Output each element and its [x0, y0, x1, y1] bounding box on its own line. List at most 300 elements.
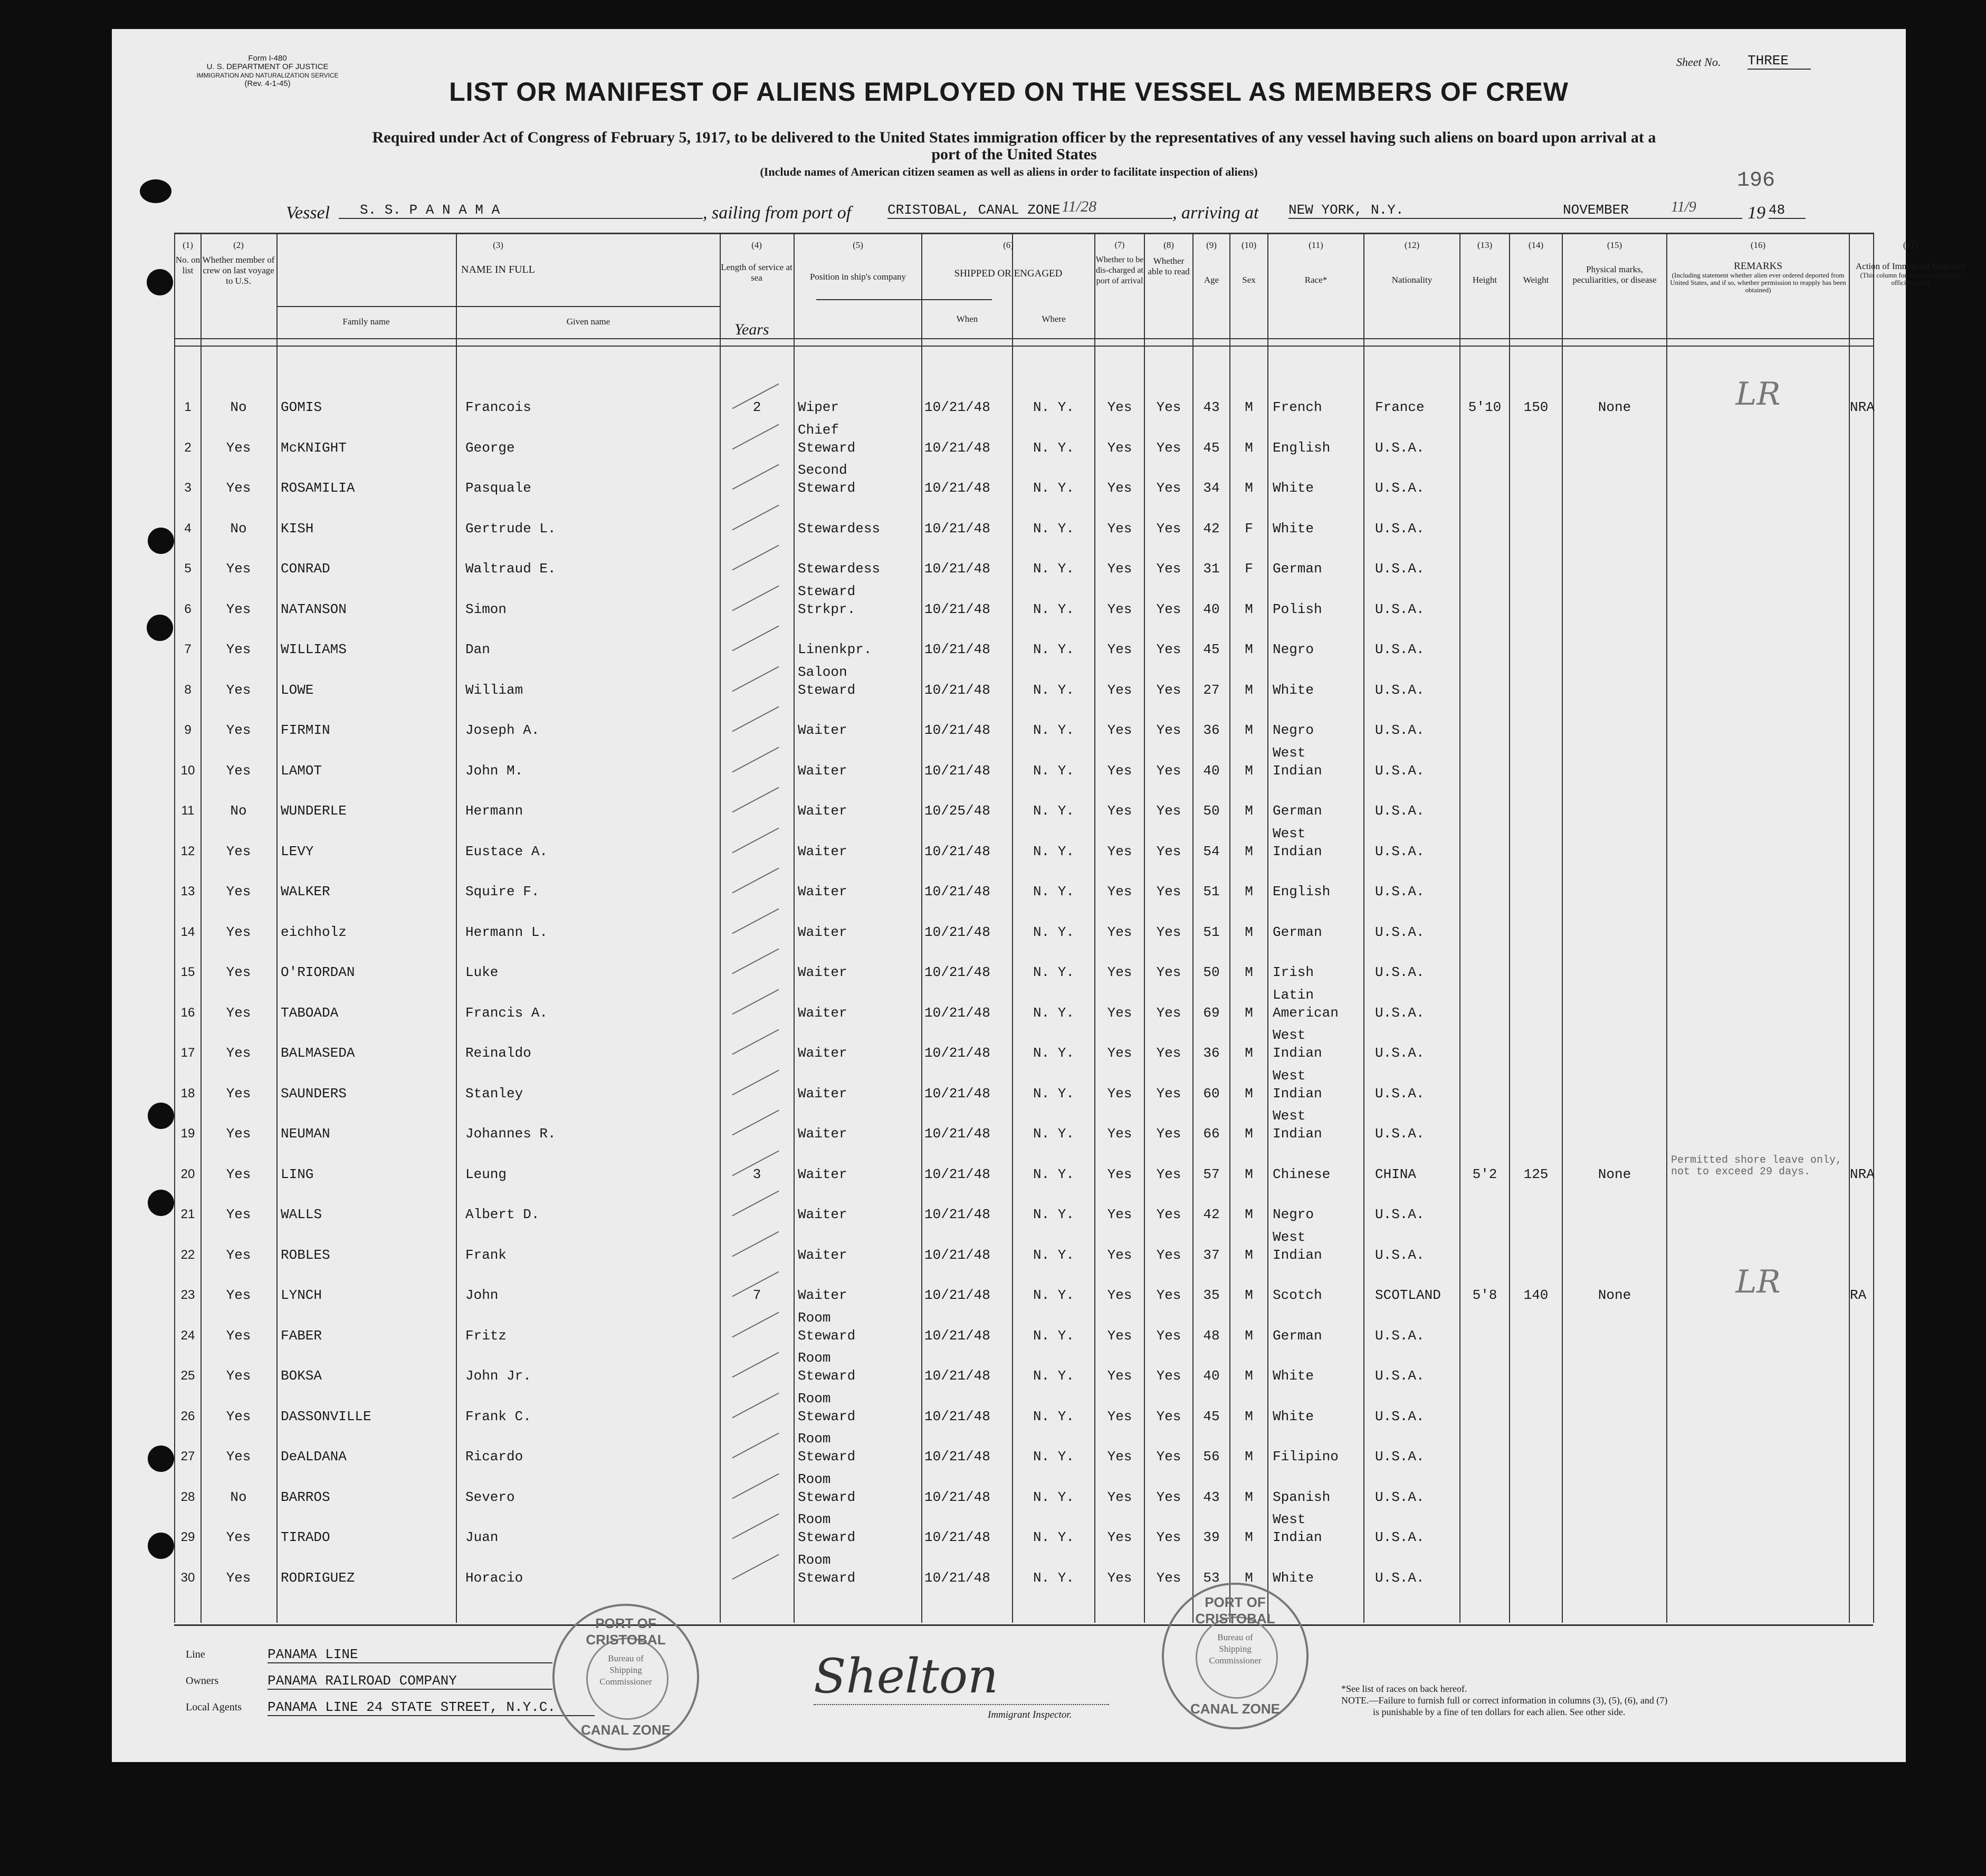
- grid-line: [921, 233, 922, 1623]
- cell-last: Yes: [226, 439, 251, 456]
- col4-years: Years: [734, 321, 769, 338]
- cell-given: Juan: [465, 1529, 499, 1545]
- cell-when: 10/21/48: [924, 1449, 990, 1465]
- cell-sex: F: [1245, 561, 1253, 577]
- cell-given: Leung: [465, 1166, 507, 1182]
- cell-given: Gertrude L.: [465, 520, 556, 537]
- cell-read: Yes: [1156, 642, 1181, 657]
- col9-header: [1193, 240, 1229, 285]
- cell-read: Yes: [1156, 722, 1181, 738]
- cell-race1: Latin: [1273, 987, 1314, 1003]
- cell-no: 6: [184, 601, 192, 616]
- inspector-signature: Shelton: [814, 1649, 998, 1704]
- cell-where: N. Y.: [1033, 561, 1074, 577]
- col13-title: Height: [1472, 275, 1497, 285]
- punch-hole: [148, 1190, 174, 1216]
- cell-nat: U.S.A.: [1375, 803, 1425, 819]
- grid-line: [1509, 233, 1510, 1623]
- cell-disch: Yes: [1107, 1449, 1132, 1465]
- cell-nat: U.S.A.: [1375, 1207, 1425, 1222]
- cell-age: 60: [1203, 1085, 1220, 1102]
- cell-age: 66: [1203, 1126, 1220, 1142]
- cell-family: RODRIGUEZ: [281, 1569, 355, 1586]
- cell-where: N. Y.: [1033, 1327, 1074, 1344]
- cell-pos1: Saloon: [798, 664, 847, 680]
- col6-header: [922, 240, 1094, 279]
- cell-weight: 140: [1523, 1287, 1549, 1303]
- cell-pos2: Steward: [798, 1489, 856, 1505]
- cell-last: Yes: [226, 1368, 251, 1384]
- cell-read: Yes: [1156, 399, 1181, 415]
- cell-nat: U.S.A.: [1375, 1368, 1425, 1384]
- cell-read: Yes: [1156, 480, 1181, 496]
- col7-number: (7): [1114, 241, 1125, 250]
- cell-where: N. Y.: [1033, 1287, 1074, 1303]
- grid-line: [720, 233, 721, 1623]
- cell-nat: U.S.A.: [1375, 1247, 1425, 1263]
- footer-note-3: is punishable by a fine of ten dollars for each alien. See other side.: [1373, 1707, 1626, 1717]
- cell-no: 15: [180, 965, 195, 979]
- cell-age: 31: [1203, 561, 1220, 577]
- cell-disch: Yes: [1107, 1247, 1132, 1263]
- cell-read: Yes: [1156, 1368, 1181, 1384]
- cell-disch: Yes: [1107, 1529, 1132, 1545]
- cell-weight: 150: [1523, 399, 1549, 415]
- cell-pos2: Waiter: [798, 843, 847, 859]
- cell-family: TIRADO: [281, 1529, 330, 1545]
- grid-line: [1012, 233, 1013, 1623]
- cell-height: 5'10: [1468, 399, 1502, 415]
- cell-sex: M: [1245, 1327, 1253, 1344]
- stamp-center-line-3: Commissioner: [1209, 1655, 1262, 1666]
- cell-family: eichholz: [281, 924, 347, 940]
- cell-pos2: Steward: [798, 1449, 856, 1465]
- cell-family: WALKER: [281, 884, 330, 899]
- cell-no: 5: [184, 561, 192, 576]
- cell-family: LAMOT: [281, 762, 322, 779]
- cell-race2: White: [1273, 1569, 1314, 1586]
- cell-race2: German: [1273, 924, 1322, 940]
- cell-nat: U.S.A.: [1375, 439, 1425, 456]
- cell-disch: Yes: [1107, 1327, 1132, 1344]
- cell-nat: U.S.A.: [1375, 561, 1425, 577]
- col10-header: [1230, 240, 1267, 285]
- col3-header: [276, 240, 720, 275]
- cell-nat: U.S.A.: [1375, 722, 1425, 738]
- cell-when: 10/21/48: [924, 642, 990, 657]
- cell-when: 10/21/48: [924, 601, 990, 617]
- cell-pos2: Waiter: [798, 1287, 847, 1303]
- cell-pos2: Steward: [798, 1408, 856, 1424]
- arrival-port: NEW YORK, N.Y.: [1288, 202, 1536, 219]
- cell-age: 54: [1203, 843, 1220, 859]
- cell-family: BARROS: [281, 1489, 330, 1505]
- col4-title: Length of service at sea: [721, 262, 793, 283]
- col17-header: [1850, 240, 1971, 286]
- cell-pos2: Waiter: [798, 803, 847, 819]
- cell-no: 26: [180, 1409, 195, 1423]
- cell-race2: White: [1273, 520, 1314, 537]
- cell-given: Dan: [465, 642, 490, 657]
- col16-header: [1667, 240, 1849, 294]
- cell-remarks: Permitted shore leave only, not to exceed 29 days.: [1671, 1154, 1842, 1178]
- cell-age: 50: [1203, 964, 1220, 980]
- cell-age: 42: [1203, 520, 1220, 537]
- cell-family: GOMIS: [281, 399, 322, 415]
- cell-disch: Yes: [1107, 1004, 1132, 1021]
- punch-hole: [147, 269, 173, 295]
- cell-where: N. Y.: [1033, 1207, 1074, 1222]
- cell-given: Francis A.: [465, 1004, 548, 1021]
- cell-sex: M: [1245, 1166, 1253, 1182]
- cell-no: 30: [180, 1570, 195, 1585]
- cell-last: Yes: [226, 642, 251, 657]
- port-handwritten: 11/28: [1062, 198, 1097, 215]
- cell-no: 7: [184, 642, 192, 656]
- cell-pos2: Stewardess: [798, 561, 881, 577]
- cell-pos2: Wiper: [798, 399, 839, 415]
- cell-when: 10/21/48: [924, 1126, 990, 1142]
- manifest-sheet: [112, 29, 1966, 1762]
- cell-no: 22: [180, 1247, 195, 1262]
- subtitle-line-1: Required under Act of Congress of February 5, 1917, to be delivered to the United States immigration officer by the representatives of any vessel having such aliens on board upon arrival at a: [372, 129, 1656, 146]
- cell-last: Yes: [226, 1085, 251, 1102]
- cell-age: 45: [1203, 642, 1220, 657]
- cell-family: BOKSA: [281, 1368, 322, 1384]
- cell-last: Yes: [226, 1166, 251, 1182]
- cell-where: N. Y.: [1033, 762, 1074, 779]
- cell-last: Yes: [226, 1327, 251, 1344]
- cell-last: No: [230, 520, 247, 537]
- cell-no: 20: [180, 1166, 195, 1181]
- cell-no: 25: [180, 1368, 195, 1383]
- stamp-top-text: PORT OF CRISTOBAL: [1195, 1594, 1275, 1626]
- cell-given: John: [465, 1287, 499, 1303]
- stamp-bottom-text: CANAL ZONE: [581, 1722, 671, 1738]
- cell-race2: White: [1273, 1408, 1314, 1424]
- cell-pos1: Second: [798, 462, 847, 478]
- cell-no: 18: [180, 1086, 195, 1100]
- col3-title: NAME IN FULL: [461, 264, 535, 275]
- cell-remarks: LR: [1735, 376, 1781, 413]
- cell-nat: U.S.A.: [1375, 642, 1425, 657]
- cell-race1: West: [1273, 744, 1306, 761]
- cell-given: Fritz: [465, 1327, 507, 1344]
- cell-given: William: [465, 682, 523, 698]
- punch-hole: [148, 528, 174, 554]
- cell-where: N. Y.: [1033, 924, 1074, 940]
- cell-race2: Indian: [1273, 1085, 1322, 1102]
- cell-race1: West: [1273, 1229, 1306, 1245]
- cell-when: 10/21/48: [924, 1529, 990, 1545]
- cell-age: 45: [1203, 1408, 1220, 1424]
- year: 48: [1769, 202, 1806, 219]
- cell-when: 10/21/48: [924, 1166, 990, 1182]
- cell-last: No: [230, 399, 247, 415]
- col10-title: Sex: [1242, 275, 1256, 285]
- cell-no: 8: [184, 682, 192, 697]
- cell-where: N. Y.: [1033, 601, 1074, 617]
- col2-title: Whether member of crew on last voyage to U.S.: [202, 255, 275, 286]
- cell-disch: Yes: [1107, 601, 1132, 617]
- cell-given: George: [465, 439, 515, 456]
- cell-action: NRA: [1850, 399, 1875, 415]
- col1-title: No. on list: [175, 255, 200, 275]
- stamp-center-line-1: Bureau of: [608, 1653, 644, 1663]
- cell-read: Yes: [1156, 1207, 1181, 1222]
- cell-given: Johannes R.: [465, 1126, 556, 1142]
- line-label: Line: [186, 1649, 205, 1660]
- form-service: IMMIGRATION AND NATURALIZATION SERVICE: [196, 72, 339, 79]
- cell-family: DeALDANA: [281, 1449, 347, 1465]
- cell-pos2: Strkpr.: [798, 601, 856, 617]
- cell-read: Yes: [1156, 803, 1181, 819]
- cell-last: Yes: [226, 884, 251, 899]
- cell-given: Pasquale: [465, 480, 531, 496]
- cell-where: N. Y.: [1033, 964, 1074, 980]
- cell-race2: German: [1273, 1327, 1322, 1344]
- stamp-top-text: PORT OF CRISTOBAL: [586, 1615, 666, 1648]
- grid-line: [456, 233, 457, 1623]
- cell-last: Yes: [226, 1207, 251, 1222]
- col14-title: Weight: [1523, 275, 1549, 285]
- cell-sex: M: [1245, 762, 1253, 779]
- cell-pos2: Waiter: [798, 884, 847, 899]
- cell-last: Yes: [226, 843, 251, 859]
- cell-race2: German: [1273, 803, 1322, 819]
- cell-age: 50: [1203, 803, 1220, 819]
- inspector-label: Immigrant Inspector.: [988, 1709, 1072, 1720]
- col5-header: [795, 240, 921, 282]
- cell-action: NRA: [1850, 1166, 1875, 1182]
- cell-nat: U.S.A.: [1375, 1408, 1425, 1424]
- form-department: U. S. DEPARTMENT OF JUSTICE: [206, 62, 329, 71]
- cell-pos2: Waiter: [798, 1045, 847, 1061]
- agents-value: PANAMA LINE 24 STATE STREET, N.Y.C.: [268, 1699, 595, 1716]
- cell-action: RA: [1850, 1287, 1867, 1303]
- cell-family: BALMASEDA: [281, 1045, 355, 1061]
- cell-nat: U.S.A.: [1375, 1489, 1425, 1505]
- page-number: 196: [1737, 169, 1775, 193]
- cell-disch: Yes: [1107, 843, 1132, 859]
- cell-no: 16: [180, 1005, 195, 1020]
- cell-race1: West: [1273, 825, 1306, 841]
- cell-where: N. Y.: [1033, 1166, 1074, 1182]
- cell-marks: None: [1598, 1166, 1631, 1182]
- cell-nat: U.S.A.: [1375, 520, 1425, 537]
- cell-when: 10/21/48: [924, 1085, 990, 1102]
- cell-age: 51: [1203, 924, 1220, 940]
- col14-header: [1510, 240, 1562, 285]
- cell-sex: M: [1245, 1368, 1253, 1384]
- cell-family: TABOADA: [281, 1004, 339, 1021]
- cell-given: John M.: [465, 762, 523, 779]
- cell-given: Reinaldo: [465, 1045, 531, 1061]
- cell-age: 36: [1203, 1045, 1220, 1061]
- stamp-bottom-text: CANAL ZONE: [1190, 1701, 1280, 1717]
- cell-disch: Yes: [1107, 884, 1132, 899]
- cell-disch: Yes: [1107, 1126, 1132, 1142]
- cell-disch: Yes: [1107, 520, 1132, 537]
- cell-last: Yes: [226, 1287, 251, 1303]
- cell-race2: Chinese: [1273, 1166, 1331, 1182]
- cell-service: 7: [752, 1287, 761, 1303]
- cell-pos1: Steward: [798, 583, 856, 599]
- cell-disch: Yes: [1107, 682, 1132, 698]
- cell-when: 10/21/48: [924, 762, 990, 779]
- cell-disch: Yes: [1107, 1489, 1132, 1505]
- col2-number: (2): [233, 240, 244, 250]
- cell-race2: English: [1273, 439, 1331, 456]
- cell-sex: M: [1245, 480, 1253, 496]
- cell-read: Yes: [1156, 520, 1181, 537]
- col8-number: (8): [1163, 240, 1174, 250]
- cell-no: 19: [180, 1126, 195, 1141]
- cell-given: Hermann: [465, 803, 523, 819]
- col3-number: (3): [493, 240, 503, 250]
- cell-where: N. Y.: [1033, 1529, 1074, 1545]
- col15-title: Physical marks, peculiarities, or disease: [1572, 264, 1657, 285]
- cell-family: WILLIAMS: [281, 642, 347, 657]
- cell-pos2: Linenkpr.: [798, 642, 872, 657]
- cell-where: N. Y.: [1033, 1247, 1074, 1263]
- cell-given: Waltraud E.: [465, 561, 556, 577]
- cell-when: 10/21/48: [924, 1327, 990, 1344]
- cell-disch: Yes: [1107, 803, 1132, 819]
- cell-when: 10/21/48: [924, 439, 990, 456]
- cell-when: 10/21/48: [924, 964, 990, 980]
- cell-sex: M: [1245, 642, 1253, 657]
- cell-race2: Indian: [1273, 1045, 1322, 1061]
- cell-race2: Indian: [1273, 1126, 1322, 1142]
- cell-sex: M: [1245, 924, 1253, 940]
- cell-disch: Yes: [1107, 964, 1132, 980]
- cell-race1: West: [1273, 1027, 1306, 1043]
- col12-header: [1364, 240, 1459, 285]
- cell-when: 10/21/48: [924, 1408, 990, 1424]
- cell-no: 1: [184, 400, 192, 414]
- cell-where: N. Y.: [1033, 439, 1074, 456]
- cell-nat: U.S.A.: [1375, 1126, 1425, 1142]
- line-value: PANAMA LINE: [268, 1647, 552, 1663]
- cell-disch: Yes: [1107, 1287, 1132, 1303]
- cell-race2: Polish: [1273, 601, 1322, 617]
- cell-no: 13: [180, 884, 195, 898]
- cell-last: No: [230, 803, 247, 819]
- punch-hole: [148, 1446, 174, 1472]
- cell-pos2: Steward: [798, 480, 856, 496]
- cell-where: N. Y.: [1033, 803, 1074, 819]
- cell-race2: Indian: [1273, 843, 1322, 859]
- cell-when: 10/21/48: [924, 561, 990, 577]
- col7-title: Whether to be dis-charged at port of arrival: [1095, 255, 1144, 285]
- cell-nat: U.S.A.: [1375, 924, 1425, 940]
- cell-read: Yes: [1156, 561, 1181, 577]
- cell-sex: M: [1245, 1287, 1253, 1303]
- cell-sex: M: [1245, 1529, 1253, 1545]
- cell-given: Horacio: [465, 1569, 523, 1586]
- cell-no: 11: [181, 803, 195, 818]
- cell-given: Ricardo: [465, 1449, 523, 1465]
- cell-read: Yes: [1156, 1287, 1181, 1303]
- cell-sex: M: [1245, 601, 1253, 617]
- cell-when: 10/21/48: [924, 480, 990, 496]
- col16-number: (16): [1750, 240, 1766, 250]
- cell-race2: Scotch: [1273, 1287, 1322, 1303]
- cell-pos1: Room: [798, 1350, 831, 1366]
- cell-no: 29: [180, 1530, 195, 1544]
- cell-disch: Yes: [1107, 480, 1132, 496]
- cristobal-stamp-left: [552, 1604, 699, 1750]
- cell-disch: Yes: [1107, 722, 1132, 738]
- cell-disch: Yes: [1107, 1368, 1132, 1384]
- cell-sex: M: [1245, 1085, 1253, 1102]
- cell-age: 35: [1203, 1287, 1220, 1303]
- vessel-name: S. S. P A N A M A: [339, 202, 703, 219]
- cell-sex: M: [1245, 1489, 1253, 1505]
- cell-given: Francois: [465, 399, 531, 415]
- cell-age: 36: [1203, 722, 1220, 738]
- cell-race2: American: [1273, 1004, 1339, 1021]
- cell-where: N. Y.: [1033, 722, 1074, 738]
- footer-note-1: *See list of races on back hereof.: [1341, 1683, 1467, 1694]
- cell-race1: West: [1273, 1067, 1306, 1084]
- cell-age: 53: [1203, 1569, 1220, 1586]
- col17-title: Action of Immigrant Inspector: [1855, 261, 1966, 271]
- cell-when: 10/21/48: [924, 399, 990, 415]
- cell-marks: None: [1598, 399, 1631, 415]
- cell-race2: Indian: [1273, 1247, 1322, 1263]
- cell-disch: Yes: [1107, 1166, 1132, 1182]
- cell-last: No: [230, 1489, 247, 1505]
- cell-service: 2: [752, 399, 761, 415]
- cell-read: Yes: [1156, 964, 1181, 980]
- cell-pos1: Room: [798, 1471, 831, 1487]
- cell-sex: M: [1245, 803, 1253, 819]
- cell-given: Frank: [465, 1247, 507, 1263]
- cell-race2: Filipino: [1273, 1449, 1339, 1465]
- cell-age: 39: [1203, 1529, 1220, 1545]
- cell-race2: White: [1273, 480, 1314, 496]
- cell-pos2: Waiter: [798, 762, 847, 779]
- cell-race2: English: [1273, 884, 1331, 899]
- cell-pos2: Steward: [798, 682, 856, 698]
- owners-label: Owners: [186, 1675, 219, 1687]
- cell-given: Severo: [465, 1489, 515, 1505]
- cell-no: 14: [180, 924, 195, 939]
- cell-sex: M: [1245, 399, 1253, 415]
- owners-value: PANAMA RAILROAD COMPANY: [268, 1673, 552, 1690]
- cell-age: 34: [1203, 480, 1220, 496]
- cell-age: 43: [1203, 399, 1220, 415]
- cell-sex: F: [1245, 520, 1253, 537]
- cell-nat: U.S.A.: [1375, 1004, 1425, 1021]
- cell-given: Eustace A.: [465, 843, 548, 859]
- cell-read: Yes: [1156, 1166, 1181, 1182]
- cell-nat: U.S.A.: [1375, 1449, 1425, 1465]
- cell-family: LYNCH: [281, 1287, 322, 1303]
- cell-family: LEVY: [281, 843, 314, 859]
- cell-race2: German: [1273, 561, 1322, 577]
- cell-pos2: Waiter: [798, 1166, 847, 1182]
- cell-read: Yes: [1156, 884, 1181, 899]
- grid-line: [1562, 233, 1563, 1623]
- cell-sex: M: [1245, 1207, 1253, 1222]
- cell-given: Frank C.: [465, 1408, 531, 1424]
- cell-age: 37: [1203, 1247, 1220, 1263]
- cell-given: Stanley: [465, 1085, 523, 1102]
- cell-no: 3: [184, 481, 192, 495]
